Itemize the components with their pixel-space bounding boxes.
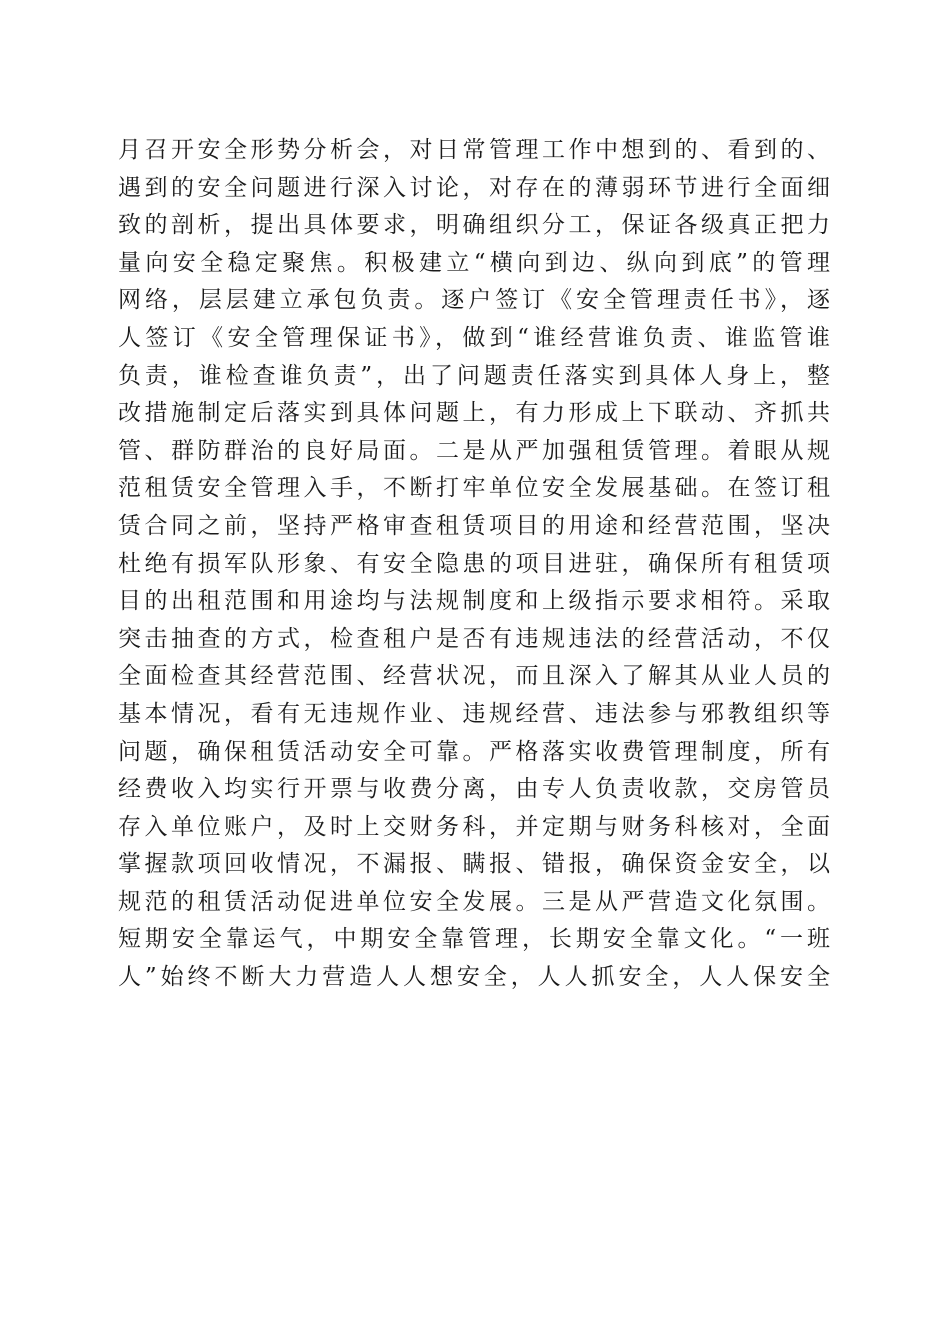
text-line: 全面检查其经营范围、经营状况，而且深入了解其从业人员的 bbox=[118, 663, 830, 690]
text-line: 范租赁安全管理入手，不断打牢单位安全发展基础。在签订租 bbox=[118, 475, 830, 502]
text-line: 人”始终不断大力营造人人想安全，人人抓安全，人人保安全 bbox=[118, 964, 830, 991]
text-line: 基本情况，看有无违规作业、违规经营、违法参与邪教组织等 bbox=[118, 700, 830, 727]
text-line: 负责，谁检查谁负责”，出了问题责任落实到具体人身上，整 bbox=[118, 362, 830, 389]
text-line: 改措施制定后落实到具体问题上，有力形成上下联动、齐抓共 bbox=[118, 400, 830, 427]
text-line: 存入单位账户，及时上交财务科，并定期与财务科核对，全面 bbox=[118, 813, 830, 840]
text-line: 杜绝有损军队形象、有安全隐患的项目进驻，确保所有租赁项 bbox=[118, 550, 830, 577]
text-line: 致的剖析，提出具体要求，明确组织分工，保证各级真正把力 bbox=[118, 212, 830, 239]
text-line: 经费收入均实行开票与收费分离，由专人负责收款，交房管员 bbox=[118, 776, 830, 803]
text-line: 目的出租范围和用途均与法规制度和上级指示要求相符。采取 bbox=[118, 588, 830, 615]
text-line: 规范的租赁活动促进单位安全发展。三是从严营造文化氛围。 bbox=[118, 888, 830, 915]
text-line: 量向安全稳定聚焦。积极建立“横向到边、纵向到底”的管理 bbox=[118, 249, 830, 276]
text-line: 网络，层层建立承包负责。逐户签订《安全管理责任书》，逐 bbox=[118, 287, 830, 314]
text-line: 问题，确保租赁活动安全可靠。严格落实收费管理制度，所有 bbox=[118, 738, 830, 765]
body-text bbox=[118, 132, 830, 997]
text-line: 人签订《安全管理保证书》，做到“谁经营谁负责、谁监管谁 bbox=[118, 324, 830, 351]
text-line: 突击抽查的方式，检查租户是否有违规违法的经营活动，不仅 bbox=[118, 625, 830, 652]
text-line: 月召开安全形势分析会，对日常管理工作中想到的、看到的、 bbox=[118, 137, 830, 163]
text-line: 管、群防群治的良好局面。二是从严加强租赁管理。着眼从规 bbox=[118, 437, 830, 464]
text-line: 遇到的安全问题进行深入讨论，对存在的薄弱环节进行全面细 bbox=[118, 174, 830, 201]
text-line: 短期安全靠运气，中期安全靠管理，长期安全靠文化。“一班 bbox=[118, 926, 830, 953]
text-line: 掌握款项回收情况，不漏报、瞒报、错报，确保资金安全，以 bbox=[118, 851, 830, 878]
text-line: 赁合同之前，坚持严格审查租赁项目的用途和经营范围，坚决 bbox=[118, 512, 830, 539]
